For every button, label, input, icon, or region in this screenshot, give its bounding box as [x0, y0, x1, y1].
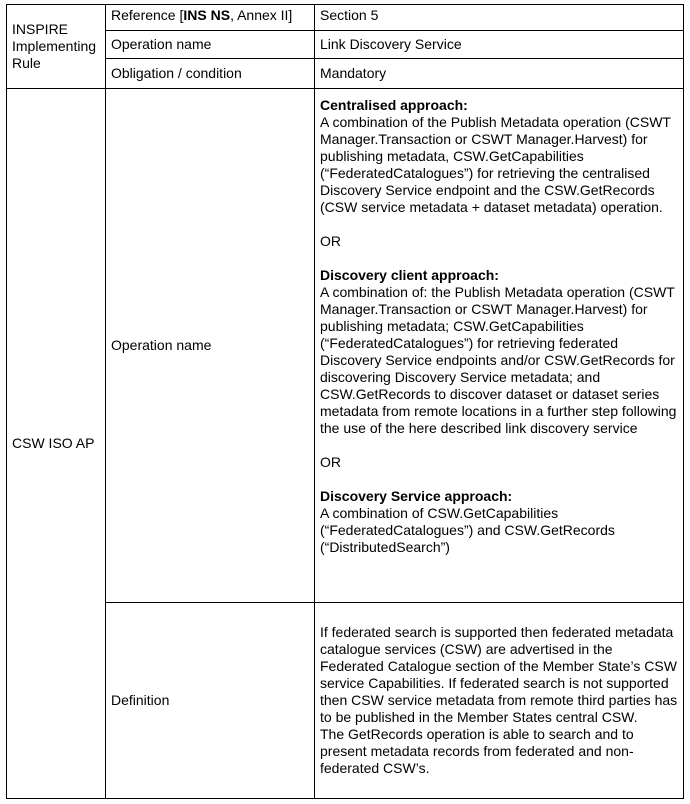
csw-definition-label-cell	[106, 603, 315, 799]
operation-name-value: Link Discovery Service	[320, 36, 462, 52]
reference-row	[7, 5, 684, 31]
discovery-service-approach-text: A combination of CSW.GetCapabilities (“FederatedCatalogues”) and CSW.GetRecords (“DistributedSearch”)	[320, 505, 615, 555]
centralised-approach-text: A combination of the Publish Metadata operation (CSWT Manager.Transaction or CSWT Manager.Harvest) for publishing metadata, CSW.GetCapabilities (“FederatedCatalogues”) for retrieving the centralised Discovery Service endpoint and the CSW.GetRecords (CSW service metadata + dataset metadata) operation.	[320, 114, 671, 215]
inspire-rule-cell	[7, 5, 106, 89]
csw-definition-label: Definition	[111, 692, 170, 708]
obligation-row	[7, 59, 684, 89]
centralised-approach-title: Centralised approach:	[320, 97, 468, 113]
inspire-link-discovery-table	[6, 4, 684, 799]
csw-iso-ap-cell	[7, 89, 106, 799]
csw-operation-content-cell	[315, 89, 684, 603]
reference-value: Section 5	[320, 7, 379, 23]
inspire-rule-label: INSPIRE Implementing Rule	[12, 21, 97, 71]
csw-definition-row	[7, 603, 684, 799]
obligation-value: Mandatory	[320, 65, 387, 81]
reference-label-pre: Reference [	[111, 7, 184, 23]
csw-operation-label-cell	[106, 89, 315, 603]
operation-name-label: Operation name	[111, 36, 212, 52]
operation-name-row	[7, 31, 684, 59]
discovery-client-approach-title: Discovery client approach:	[320, 267, 499, 283]
discovery-client-approach-text: A combination of: the Publish Metadata operation (CSWT Manager.Transaction or CSWT Manager.Harvest) for publishing metadata; CSW.GetCapabilities (“FederatedCatalogues”) for retrieving federated Discovery Service endpoints and/or CSW.GetRecords for discovering Discovery Service metadata; and CSW.GetRecords to discover dataset or dataset series metadata from remote locations in a further step following the use of the here described link discovery service	[320, 284, 677, 436]
or-separator-1: OR	[320, 233, 341, 249]
reference-label-post: , Annex II]	[230, 7, 293, 23]
reference-label-cell	[106, 5, 315, 31]
discovery-service-approach-title: Discovery Service approach:	[320, 488, 513, 504]
obligation-label-cell	[106, 59, 315, 89]
obligation-label: Obligation / condition	[111, 65, 242, 81]
definition-text-2: The GetRecords operation is able to search and to present metadata records from federated and non-federated CSW’s.	[320, 726, 634, 776]
reference-value-cell	[315, 5, 684, 31]
reference-label-bold: INS NS	[183, 7, 231, 23]
obligation-value-cell	[315, 59, 684, 89]
csw-operation-label: Operation name	[111, 337, 212, 353]
csw-definition-content-cell	[315, 603, 684, 799]
or-separator-2: OR	[320, 454, 341, 470]
csw-operation-row	[7, 89, 684, 603]
definition-text-1: If federated search is supported then federated metadata catalogue services (CSW) are advertised in the Federated Catalogue section of the Member State’s CSW service Capabilities. If federated search is not supported then CSW service metadata from remote third parties has to be published in the Member States central CSW.	[320, 624, 678, 725]
csw-iso-ap-label: CSW ISO AP	[12, 435, 95, 451]
operation-name-value-cell	[315, 31, 684, 59]
operation-name-label-cell	[106, 31, 315, 59]
